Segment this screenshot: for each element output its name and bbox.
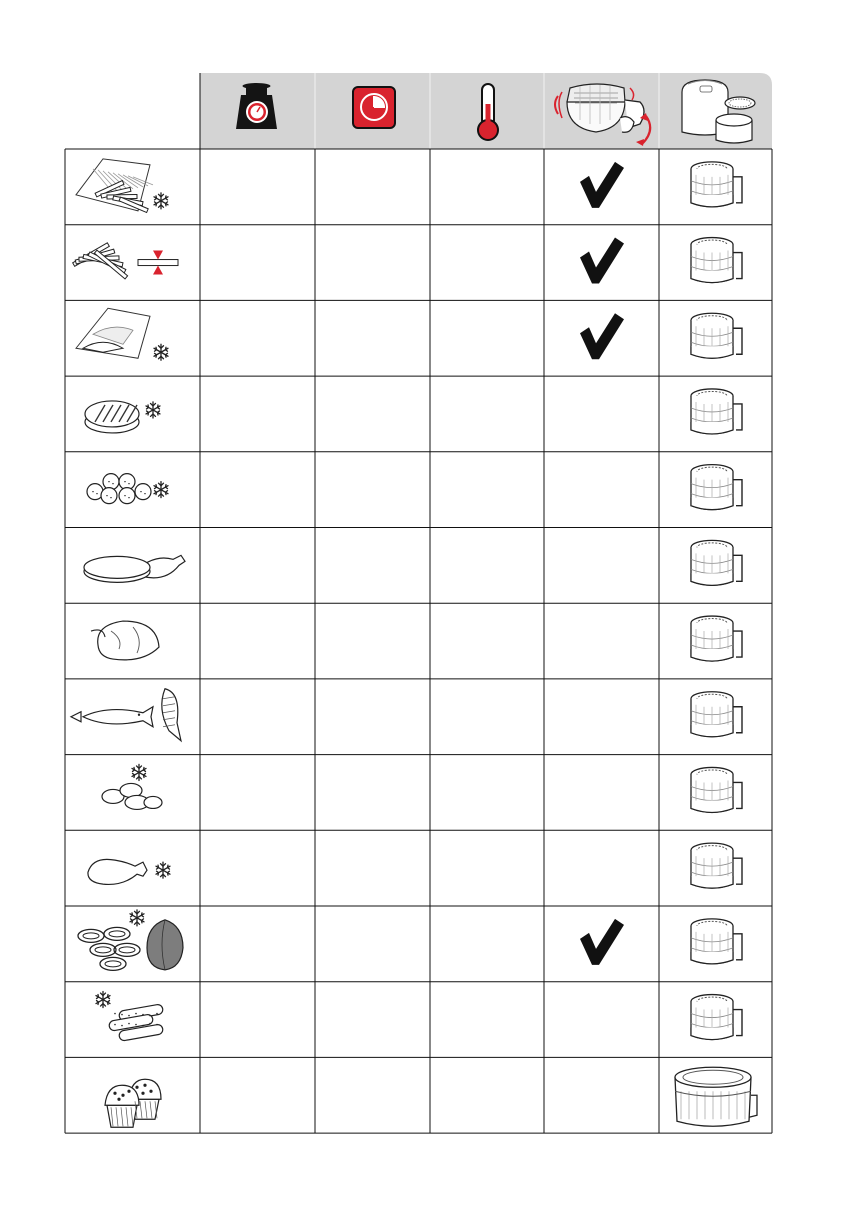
table-grid bbox=[65, 73, 772, 1133]
shake-check-mark bbox=[580, 162, 624, 208]
meat-and-drumstick-icon bbox=[84, 555, 185, 582]
table-row bbox=[85, 389, 742, 434]
basket-icon bbox=[691, 995, 742, 1040]
basket-icon bbox=[691, 616, 742, 661]
frozen-fries-icon bbox=[76, 159, 168, 213]
table-row bbox=[71, 689, 742, 741]
basket-icon bbox=[691, 843, 742, 888]
frozen-onion-rings-icon bbox=[78, 910, 183, 971]
basket-icon bbox=[691, 767, 742, 812]
cake-pan-icon bbox=[675, 1067, 757, 1126]
table-row bbox=[76, 308, 742, 360]
timer-icon bbox=[353, 87, 395, 128]
fish-icon bbox=[71, 689, 181, 741]
muffins-icon bbox=[105, 1079, 161, 1127]
basket-icon bbox=[691, 692, 742, 737]
basket-icon bbox=[691, 540, 742, 585]
shake-check-mark bbox=[580, 238, 624, 284]
basket-icon bbox=[691, 465, 742, 510]
table-row bbox=[87, 465, 742, 510]
basket-icon bbox=[691, 919, 742, 964]
frozen-burger-patty-icon bbox=[85, 401, 160, 433]
table-row bbox=[88, 843, 742, 888]
frozen-potato-croquettes-icon bbox=[87, 474, 168, 504]
basket-icon bbox=[691, 313, 742, 358]
table-row bbox=[102, 764, 742, 812]
whole-chicken-icon bbox=[91, 621, 159, 660]
table-row bbox=[84, 540, 742, 585]
table-row bbox=[73, 238, 742, 284]
table-row bbox=[91, 616, 742, 661]
frozen-drumstick-icon bbox=[88, 859, 170, 884]
table-row bbox=[76, 159, 742, 213]
fresh-fries-icon bbox=[73, 243, 178, 279]
basket-icon bbox=[691, 238, 742, 283]
frozen-potato-wedges-icon bbox=[76, 308, 168, 360]
table-row bbox=[78, 910, 742, 971]
frozen-fish-fingers-icon bbox=[96, 992, 164, 1042]
thermometer-icon bbox=[478, 84, 498, 140]
table-row bbox=[96, 992, 742, 1042]
basket-icon bbox=[691, 389, 742, 434]
shake-check-mark bbox=[580, 919, 624, 965]
frozen-nuggets-icon bbox=[102, 764, 162, 809]
shake-check-mark bbox=[580, 313, 624, 359]
basket-icon bbox=[691, 162, 742, 207]
